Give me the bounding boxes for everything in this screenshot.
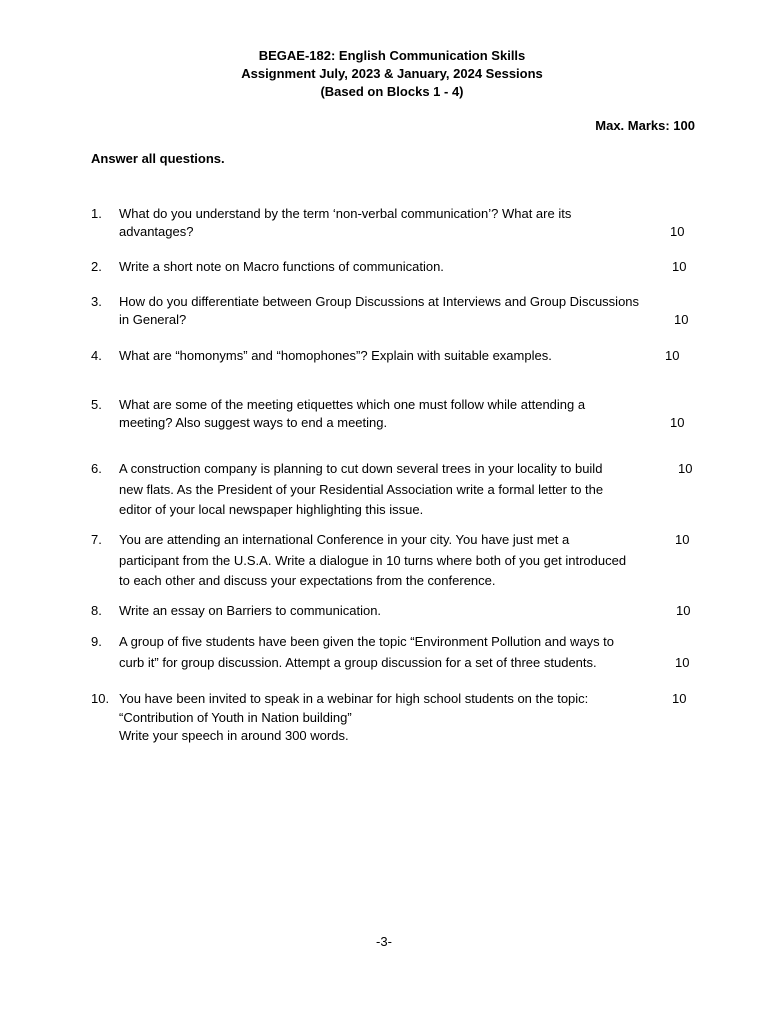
question-line: “Contribution of Youth in Nation building” bbox=[119, 709, 352, 725]
course-title: BEGAE-182: English Communication Skills bbox=[258, 48, 526, 63]
question-line: What do you understand by the term ‘non-verbal communication’? What are its bbox=[119, 206, 572, 221]
question-marks: 10 bbox=[672, 691, 687, 706]
max-marks: Max. Marks: 100 bbox=[595, 118, 695, 133]
question-line: curb it” for group discussion. Attempt a group discussion for a set of three students. bbox=[119, 655, 597, 670]
question-text bbox=[119, 631, 664, 673]
question-marks: 10 bbox=[665, 348, 680, 363]
question-number: 1. bbox=[91, 206, 102, 221]
document-header bbox=[0, 47, 768, 101]
question-number: 9. bbox=[91, 634, 102, 649]
question-line: Write a short note on Macro functions of communication. bbox=[119, 259, 444, 274]
question-number: 5. bbox=[91, 397, 102, 412]
question-line: editor of your local newspaper highlighting this issue. bbox=[119, 502, 424, 517]
instruction: Answer all questions. bbox=[91, 151, 225, 166]
question-line: How do you differentiate between Group Discussions at Interviews and Group Discussions bbox=[119, 294, 640, 309]
question-marks: 10 bbox=[674, 312, 689, 327]
question-line: to each other and discuss your expectations from the conference. bbox=[119, 573, 496, 588]
question-number: 2. bbox=[91, 259, 102, 274]
question-text bbox=[119, 396, 695, 432]
question-line: A group of five students have been given the topic “Environment Pollution and ways to bbox=[119, 634, 615, 649]
question-line: in General? bbox=[119, 312, 187, 327]
question-number: 4. bbox=[91, 348, 102, 363]
question-number: 3. bbox=[91, 294, 102, 309]
question-line: Write your speech in around 300 words. bbox=[119, 728, 349, 743]
question-number: 8. bbox=[91, 603, 102, 618]
question-text bbox=[119, 530, 685, 592]
question-text bbox=[119, 690, 659, 746]
question-marks: 10 bbox=[675, 655, 690, 670]
question-text bbox=[119, 205, 695, 241]
question-text bbox=[119, 347, 695, 365]
question-text bbox=[119, 258, 695, 276]
question-marks: 10 bbox=[676, 603, 691, 618]
question-line: new flats. As the President of your Residential Association write a formal letter to the bbox=[119, 481, 604, 497]
question-text bbox=[119, 459, 659, 521]
question-marks: 10 bbox=[670, 415, 685, 430]
blocks-note: (Based on Blocks 1 - 4) bbox=[320, 84, 464, 99]
question-line: participant from the U.S.A. Write a dialogue in 10 turns where both of you get introduced bbox=[119, 552, 627, 568]
question-line: advantages? bbox=[119, 224, 194, 239]
question-line: meeting? Also suggest ways to end a meeting. bbox=[119, 415, 388, 430]
question-marks: 10 bbox=[672, 259, 687, 274]
assignment-session: Assignment July, 2023 & January, 2024 Sessions bbox=[241, 66, 543, 81]
question-line: You are attending an international Conference in your city. You have just met a bbox=[119, 532, 570, 547]
question-line: You have been invited to speak in a webinar for high school students on the topic: bbox=[119, 691, 589, 706]
question-line: Write an essay on Barriers to communication. bbox=[119, 603, 382, 618]
question-line: What are some of the meeting etiquettes which one must follow while attending a bbox=[119, 397, 586, 412]
question-number: 7. bbox=[91, 532, 102, 547]
question-marks: 10 bbox=[678, 461, 693, 476]
question-line: A construction company is planning to cut down several trees in your locality to build bbox=[119, 461, 603, 476]
question-marks: 10 bbox=[675, 532, 690, 547]
page-number: -3- bbox=[376, 934, 392, 949]
question-text bbox=[119, 293, 695, 329]
question-line: What are “homonyms” and “homophones”? Explain with suitable examples. bbox=[119, 348, 552, 363]
question-number: 10. bbox=[91, 691, 110, 706]
question-number: 6. bbox=[91, 461, 102, 476]
question-marks: 10 bbox=[670, 224, 685, 239]
question-text bbox=[119, 602, 695, 620]
